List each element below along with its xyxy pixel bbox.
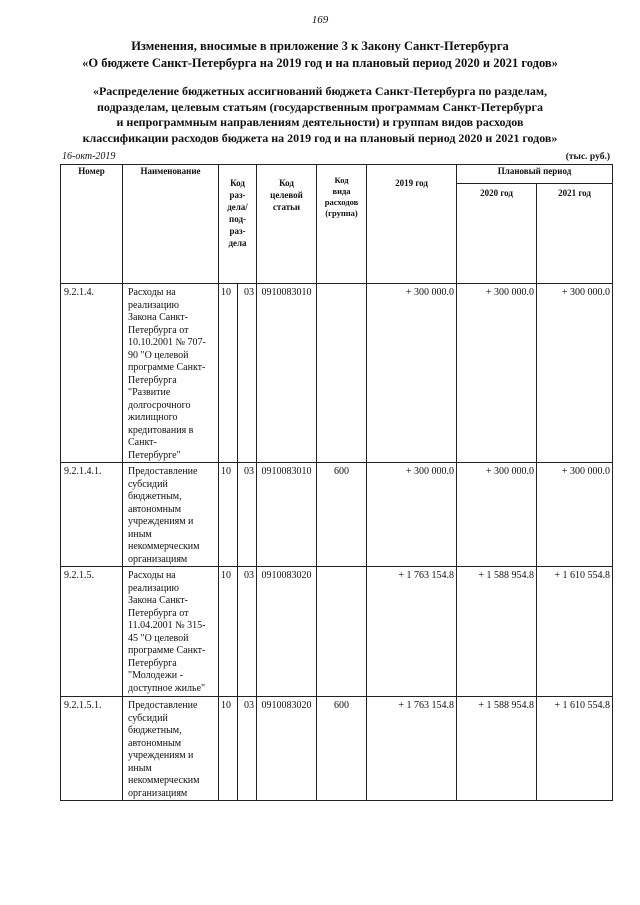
row-number: 9.2.1.5.1. [61, 697, 123, 801]
table-row [61, 284, 613, 463]
header-group-line: вида [332, 186, 351, 196]
row-target-code: 0910083010 [257, 284, 317, 463]
row-name-line: организациям [128, 553, 188, 565]
budget-table [60, 164, 613, 801]
row-name-line: некоммерческим [128, 775, 200, 786]
table-row [61, 463, 613, 567]
row-name-line: автономным [128, 503, 182, 515]
row-subsection: 03 [238, 567, 257, 697]
row-name-line: программе Санкт- [128, 645, 206, 656]
row-expense-group: 600 [317, 697, 367, 801]
units-label: (тыс. руб.) [565, 152, 610, 162]
row-name-line: Петербурге" [128, 449, 181, 461]
header-section-line: дела/ [227, 202, 248, 212]
header-name: Наименование [123, 165, 219, 284]
row-subsection: 03 [238, 284, 257, 463]
row-name [123, 284, 219, 463]
row-name-line: Санкт- [128, 437, 157, 448]
table-row [61, 567, 613, 697]
subtitle-line: подразделам, целевым статьям (государственным программам Санкт-Петербурга [97, 99, 543, 114]
table-body [61, 284, 613, 801]
row-name [123, 463, 219, 567]
row-amount-2021: + 1 610 554.8 [537, 567, 613, 697]
row-name [123, 697, 219, 801]
row-name-line: Предоставление [128, 700, 198, 711]
title-line: Изменения, вносимые в приложение 3 к Закону Санкт-Петербурга [131, 39, 509, 53]
header-section-line: под- [229, 214, 246, 224]
row-target-code: 0910083020 [257, 697, 317, 801]
header-number: Номер [61, 165, 123, 284]
header-planned-period: Плановый период [457, 165, 613, 184]
header-group-line: (группа) [325, 208, 358, 218]
row-subsection: 03 [238, 463, 257, 567]
row-target-code: 0910083010 [257, 463, 317, 567]
row-name-line: Предоставление [128, 466, 198, 477]
row-amount-2020: + 300 000.0 [457, 284, 537, 463]
row-name-line: 11.04.2001 № 315- [128, 620, 206, 631]
row-expense-group: 600 [317, 463, 367, 567]
header-target [257, 165, 317, 284]
row-name-line: субсидий [128, 478, 168, 490]
subtitle-line: классификации расходов бюджета на 2019 год и на плановый период 2020 и 2021 годов» [82, 130, 558, 145]
row-name-line: Расходы на [128, 570, 176, 581]
row-amount-2020: + 1 588 954.8 [457, 567, 537, 697]
row-number: 9.2.1.4.1. [61, 463, 123, 567]
document-title [20, 38, 620, 72]
subtitle-line: «Распределение бюджетных ассигнований бюджета Санкт-Петербурга по разделам, [92, 84, 548, 98]
row-name-line: субсидий [128, 712, 168, 724]
row-amount-2019: + 1 763 154.8 [367, 567, 457, 697]
title-line: «О бюджете Санкт-Петербурга на 2019 год и на плановый период 2020 и 2021 годов» [82, 56, 558, 70]
row-name-line: "Молодежи - [128, 670, 183, 681]
row-amount-2019: + 1 763 154.8 [367, 697, 457, 801]
header-2021: 2021 год [537, 184, 613, 284]
row-name-line: "Развитие [128, 387, 171, 398]
header-2020: 2020 год [457, 184, 537, 284]
row-name-line: программе Санкт- [128, 362, 206, 373]
row-name-line: долгосрочного [128, 399, 191, 411]
row-name-line: Петербурга [128, 657, 177, 669]
header-section-line: Код [230, 178, 245, 188]
row-name-line: 10.10.2001 № 707- [128, 337, 206, 348]
row-section: 10 [219, 567, 238, 697]
row-name-line: 45 "О целевой [128, 632, 189, 644]
row-amount-2021: + 300 000.0 [537, 284, 613, 463]
row-name-line: жилищного [128, 412, 178, 423]
row-name-line: автономным [128, 737, 182, 749]
row-amount-2020: + 300 000.0 [457, 463, 537, 567]
row-name-line: Петербурга от [128, 324, 189, 336]
row-name-line: иным [128, 528, 152, 540]
row-name-line: Закона Санкт- [128, 595, 188, 606]
row-name-line: Расходы на [128, 287, 176, 298]
row-name-line: иным [128, 762, 152, 774]
row-expense-group [317, 284, 367, 463]
page-number: 169 [311, 14, 329, 26]
subtitle-line: и непрограммным направлениям деятельности) и группам видов расходов [116, 115, 524, 129]
header-section-line: дела [228, 238, 247, 248]
row-amount-2020: + 1 588 954.8 [457, 697, 537, 801]
row-expense-group [317, 567, 367, 697]
row-section: 10 [219, 284, 238, 463]
row-name [123, 567, 219, 697]
row-name-line: доступное жилье" [128, 682, 206, 694]
row-name-line: бюджетным, [128, 725, 182, 736]
document-date: 16-окт-2019 [62, 151, 116, 162]
row-subsection: 03 [238, 697, 257, 801]
row-name-line: учреждениям и [128, 750, 194, 761]
row-number: 9.2.1.4. [61, 284, 123, 463]
row-target-code: 0910083020 [257, 567, 317, 697]
row-name-line: учреждениям и [128, 516, 194, 527]
row-section: 10 [219, 463, 238, 567]
row-name-line: некоммерческим [128, 541, 200, 552]
header-2019: 2019 год [367, 165, 457, 284]
header-group [317, 165, 367, 284]
row-name-line: Петербурга [128, 374, 177, 386]
row-name-line: кредитования в [128, 424, 194, 436]
header-section [219, 165, 257, 284]
row-name-line: Закона Санкт- [128, 312, 188, 323]
row-amount-2019: + 300 000.0 [367, 463, 457, 567]
header-row [61, 165, 613, 184]
table-title [20, 84, 620, 146]
header-group-line: расходов [324, 197, 359, 207]
header-target-line: статьи [272, 202, 301, 212]
row-amount-2021: + 1 610 554.8 [537, 697, 613, 801]
row-number: 9.2.1.5. [61, 567, 123, 697]
header-target-line: целевой [270, 190, 303, 200]
header-target-line: Код [279, 178, 294, 188]
header-section-line: раз- [229, 226, 246, 236]
row-name-line: организациям [128, 787, 188, 799]
row-section: 10 [219, 697, 238, 801]
row-name-line: реализацию [128, 582, 179, 594]
row-name-line: реализацию [128, 299, 179, 311]
header-group-line: Код [334, 175, 349, 185]
row-name-line: 90 "О целевой [128, 349, 189, 361]
row-amount-2021: + 300 000.0 [537, 463, 613, 567]
row-name-line: Петербурга от [128, 607, 189, 619]
row-name-line: бюджетным, [128, 491, 182, 502]
row-amount-2019: + 300 000.0 [367, 284, 457, 463]
table-row [61, 697, 613, 801]
header-section-line: раз- [229, 190, 246, 200]
